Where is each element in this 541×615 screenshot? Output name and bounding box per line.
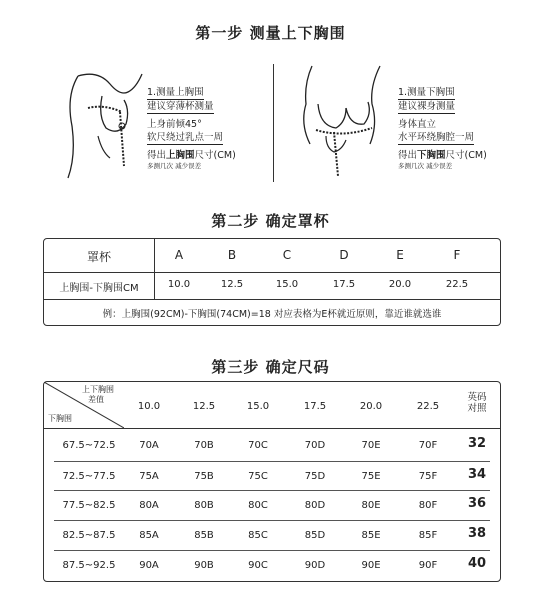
size-header-diff-5: 20.0 [359,401,383,412]
row-size: 90E [361,560,381,571]
row-size: 70D [304,440,326,451]
under-line5-bold: 下胸围 [417,150,446,161]
upper-line3: 上身前倾45° [147,119,202,130]
cup-diff-label: 上胸围-下胸围CM [59,283,139,294]
size-header-diff-4: 17.5 [303,401,327,412]
row-size: 90B [194,560,214,571]
upper-line4: 软尺绕过乳点一周 [147,132,224,143]
table-row [44,550,500,580]
row-range: 72.5~77.5 [62,471,116,482]
cup-table-header-row [44,239,500,273]
row-range: 82.5~87.5 [62,530,116,541]
row-size: 75A [139,471,159,482]
row-range: 87.5~92.5 [62,560,116,571]
row-size: 80C [248,500,268,511]
corner-bottom-label: 下胸围 [48,414,72,423]
size-header-diff-1: 10.0 [137,401,161,412]
cup-table [43,238,501,326]
corner-top-label: 上下胸围 [82,385,114,394]
cup-header-a: A [174,248,184,262]
under-line5-post: 尺寸(CM) [445,150,487,161]
under-bust-instructions [398,86,487,171]
table-row [44,461,500,491]
upper-line1: 1.测量上胸围 [147,87,204,98]
en-header-line2: 对照 [467,403,487,414]
row-size: 80E [361,500,381,511]
step3-title: 第三步 确定尺码 [211,358,330,376]
upper-bust-instructions [147,86,236,171]
cup-table-example-row [44,300,500,325]
under-bust-measure-illustration [290,64,388,182]
row-size: 85E [361,530,381,541]
under-line1: 1.测量下胸围 [398,87,455,98]
row-size: 90D [304,560,326,571]
upper-bust-measure-illustration [58,66,148,181]
row-en-size: 40 [467,556,487,571]
row-range: 67.5~72.5 [62,440,116,451]
row-size: 80A [139,500,159,511]
step1-divider [273,64,274,182]
table-row [44,490,500,520]
row-size: 75B [194,471,214,482]
cup-header-e: E [396,248,404,262]
under-tip: 多测几次 减少误差 [398,162,453,170]
upper-line5-bold: 上胸围 [166,150,195,161]
row-size: 75C [248,471,268,482]
row-size: 85B [194,530,214,541]
cup-diff-f: 22.5 [445,279,469,290]
row-en-size: 36 [467,496,487,511]
under-line3: 身体直立 [398,119,437,130]
row-size: 85C [248,530,268,541]
cup-diff-a: 10.0 [167,279,191,290]
under-line5-pre: 得出 [398,150,418,161]
row-size: 70C [248,440,268,451]
row-size: 90C [248,560,268,571]
under-line2: 建议裸身测量 [398,101,456,112]
size-table [43,381,501,582]
size-header-diff-3: 15.0 [246,401,270,412]
size-header-diff-2: 12.5 [192,401,216,412]
row-size: 90F [418,560,438,571]
cup-diff-b: 12.5 [220,279,244,290]
under-line4: 水平环绕胸腔一周 [398,132,475,143]
step2-title: 第二步 确定罩杯 [211,212,330,230]
size-header-en [457,392,497,414]
cup-header-f: F [453,248,461,262]
row-size: 80B [194,500,214,511]
cup-header-b: B [227,248,237,262]
cup-header-d: D [339,248,349,262]
cup-diff-e: 20.0 [388,279,412,290]
row-size: 75D [304,471,326,482]
cup-header-label: 罩杯 [86,250,111,264]
row-en-size: 34 [467,467,487,482]
cup-table-diff-row [44,273,500,300]
en-header-line1: 英码 [467,392,487,403]
row-size: 85F [418,530,438,541]
row-size: 75E [361,471,381,482]
row-range: 77.5~82.5 [62,500,116,511]
upper-line5-post: 尺寸(CM) [194,150,236,161]
row-size: 80D [304,500,326,511]
upper-line2: 建议穿薄杯测量 [147,101,214,112]
row-size: 85D [304,530,326,541]
size-table-header [44,382,500,429]
cup-diff-c: 15.0 [275,279,299,290]
cup-diff-d: 17.5 [332,279,356,290]
row-size: 75F [418,471,438,482]
row-en-size: 32 [467,436,487,451]
row-en-size: 38 [467,526,487,541]
size-header-diff-6: 22.5 [416,401,440,412]
row-size: 80F [418,500,438,511]
upper-tip: 多测几次 减少误差 [147,162,202,170]
cup-header-c: C [282,248,292,262]
cup-table-separator [154,239,155,299]
row-size: 90A [139,560,159,571]
row-size: 85A [139,530,159,541]
corner-mid-label: 差值 [88,395,104,404]
upper-line5-pre: 得出 [147,150,167,161]
row-size: 70A [139,440,159,451]
row-size: 70B [194,440,214,451]
table-row [44,520,500,550]
step1-title: 第一步 测量上下胸围 [195,24,346,42]
table-row [44,430,500,460]
row-size: 70F [418,440,438,451]
cup-example-text: 例：上胸围(92CM)-下胸围(74CM)=18 对应表格为E杯就近原则，靠近谁就选谁 [102,309,442,320]
row-size: 70E [361,440,381,451]
